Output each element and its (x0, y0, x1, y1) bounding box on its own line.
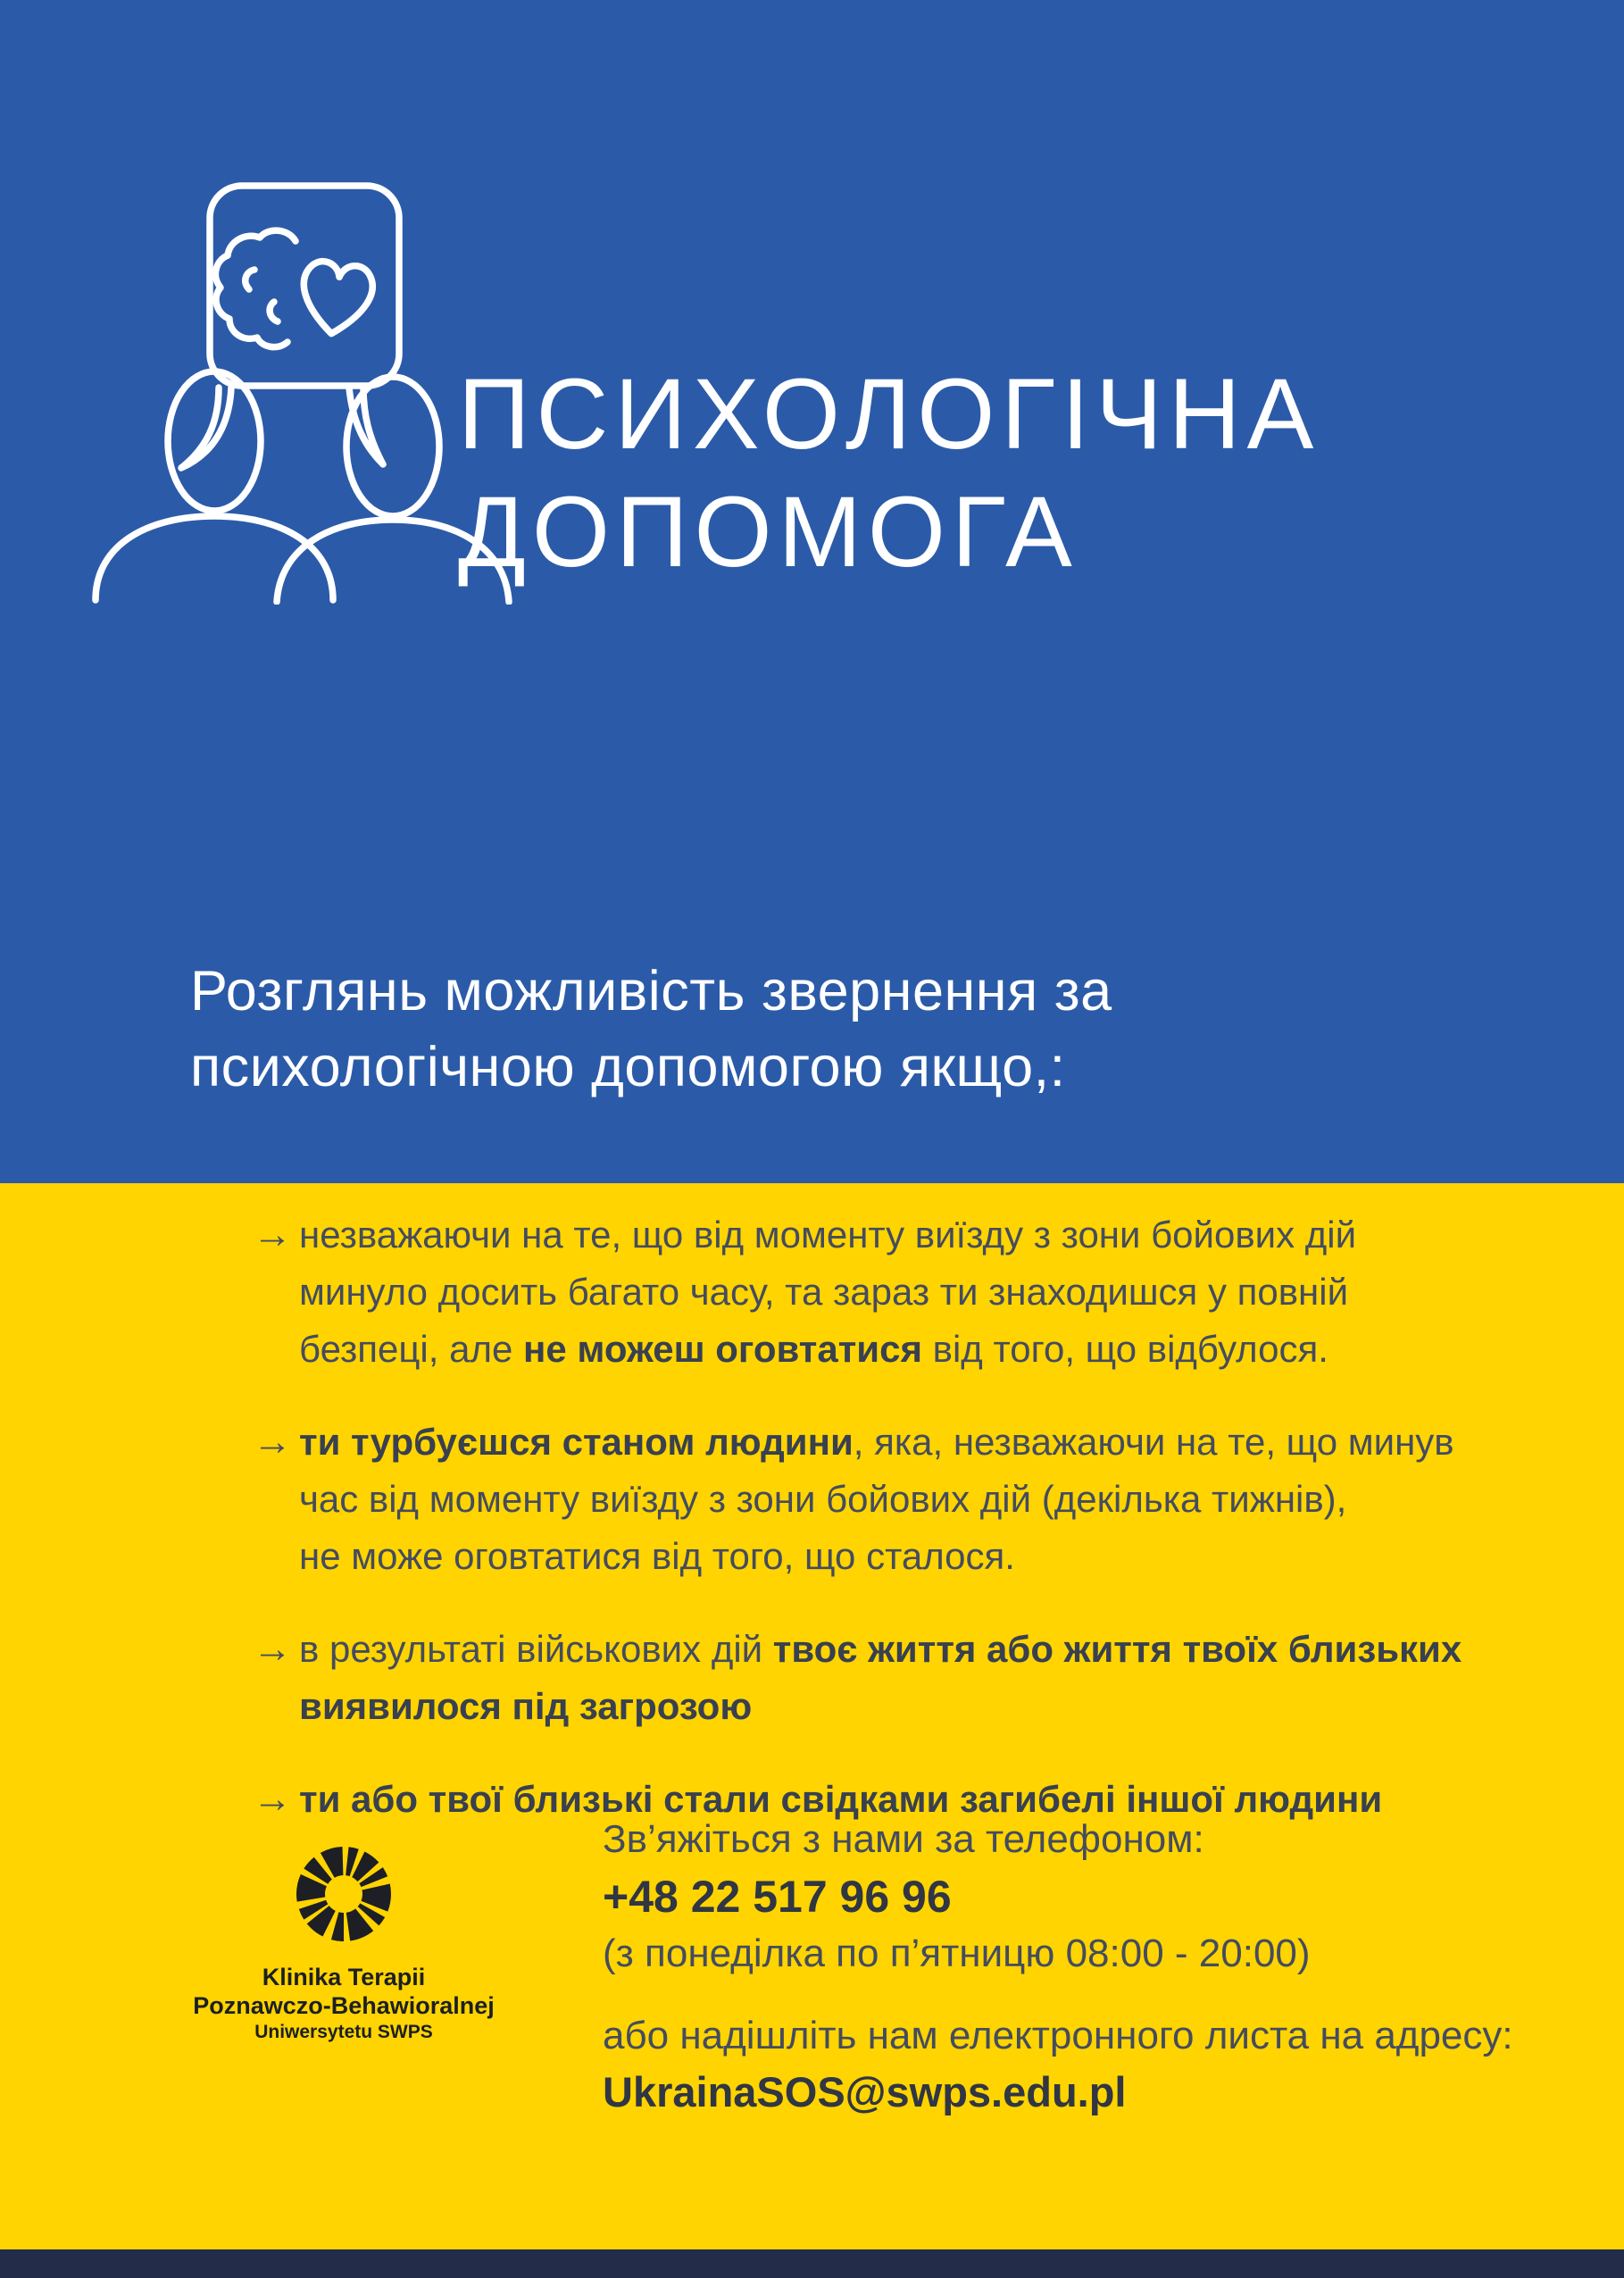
intro-line-1: Розглянь можливість звернення за (190, 960, 1112, 1022)
person-body-icon (96, 516, 333, 600)
arrow-icon: → (253, 1627, 292, 1671)
email-address: UkrainaSOS@swps.edu.pl (603, 2068, 1127, 2115)
bullet-text (299, 1206, 1356, 1378)
person-head-icon (346, 377, 439, 516)
bullet-bold-text: не можеш оговтатися (523, 1328, 922, 1370)
footer-bar (0, 2249, 1624, 2278)
contact-info (603, 1812, 1513, 2121)
bullet-text (299, 1414, 1454, 1585)
sunburst-logo-icon (292, 1842, 396, 1946)
clinic-name-line: Poznawczo-Behawioralnej (193, 1992, 495, 2020)
bullet-line: незважаючи на те, що від моменту виїзду з зони бойових дій (299, 1214, 1357, 1256)
bullet-line: не може оговтатися від того, що сталося. (299, 1535, 1015, 1577)
clinic-name-line: Uniwersytetu SWPS (254, 2021, 433, 2042)
clinic-logo (192, 1812, 496, 2043)
list-item (253, 1621, 1574, 1735)
bullet-bold-text: ти турбуєшся станом людини (299, 1421, 854, 1463)
title-line-2: ДОПОМОГА (458, 476, 1079, 588)
bullet-line: , яка, незважаючи на те, що минув (853, 1421, 1454, 1463)
brain-icon (215, 230, 296, 346)
footer-contact-row (0, 1812, 1624, 2121)
brain-fold-icon (270, 302, 278, 321)
intro-text (190, 954, 1112, 1106)
phone-number: +48 22 517 96 96 (603, 1872, 952, 1922)
phone-intro: Зв’яжіться з нами за телефоном: (603, 1817, 1204, 1861)
bullet-bold-text: ти або твої близькі стали свідками загибелі іншої людини (299, 1778, 1383, 1820)
bullet-list (253, 1206, 1574, 1864)
arrow-icon: → (253, 1420, 292, 1464)
bullet-line: безпеці, але (299, 1328, 523, 1370)
email-intro: або надішліть нам електронного листа на адресу: (603, 2014, 1513, 2057)
bullet-line: час від моменту виїзду з зони бойових дій (декілька тижнів), (299, 1478, 1347, 1520)
phone-hours: (з понеділка по п’ятницю 08:00 - 20:00) (603, 1932, 1311, 1975)
brain-fold-icon (246, 270, 254, 289)
bullet-bold-text: твоє життя або життя твоїх близьких (772, 1628, 1462, 1670)
clinic-logo-text (192, 1963, 496, 2043)
bullet-line: від того, що відбулося. (921, 1328, 1328, 1370)
heart-icon (297, 259, 375, 338)
bullet-bold-text: виявилося під загрозою (299, 1685, 753, 1727)
speech-bubble-tail-right (349, 388, 383, 464)
speech-bubble-tail-left (181, 388, 231, 468)
bullet-line: в результаті військових дій (299, 1628, 773, 1670)
clinic-name-line: Klinika Terapii (262, 1964, 426, 1990)
bullet-line: минуло досить багато часу, та зараз ти знаходишся у повній (299, 1271, 1349, 1313)
arrow-icon: → (253, 1777, 292, 1821)
arrow-icon: → (253, 1213, 292, 1256)
intro-line-2: психологічною допомогою якщо,: (190, 1036, 1066, 1098)
yellow-body-section (0, 1183, 1624, 2278)
bullet-text (299, 1621, 1462, 1735)
title-line-1: ПСИХОЛОГІЧНА (458, 358, 1320, 470)
page-title (458, 355, 1320, 591)
list-item (253, 1206, 1574, 1378)
list-item (253, 1414, 1574, 1585)
